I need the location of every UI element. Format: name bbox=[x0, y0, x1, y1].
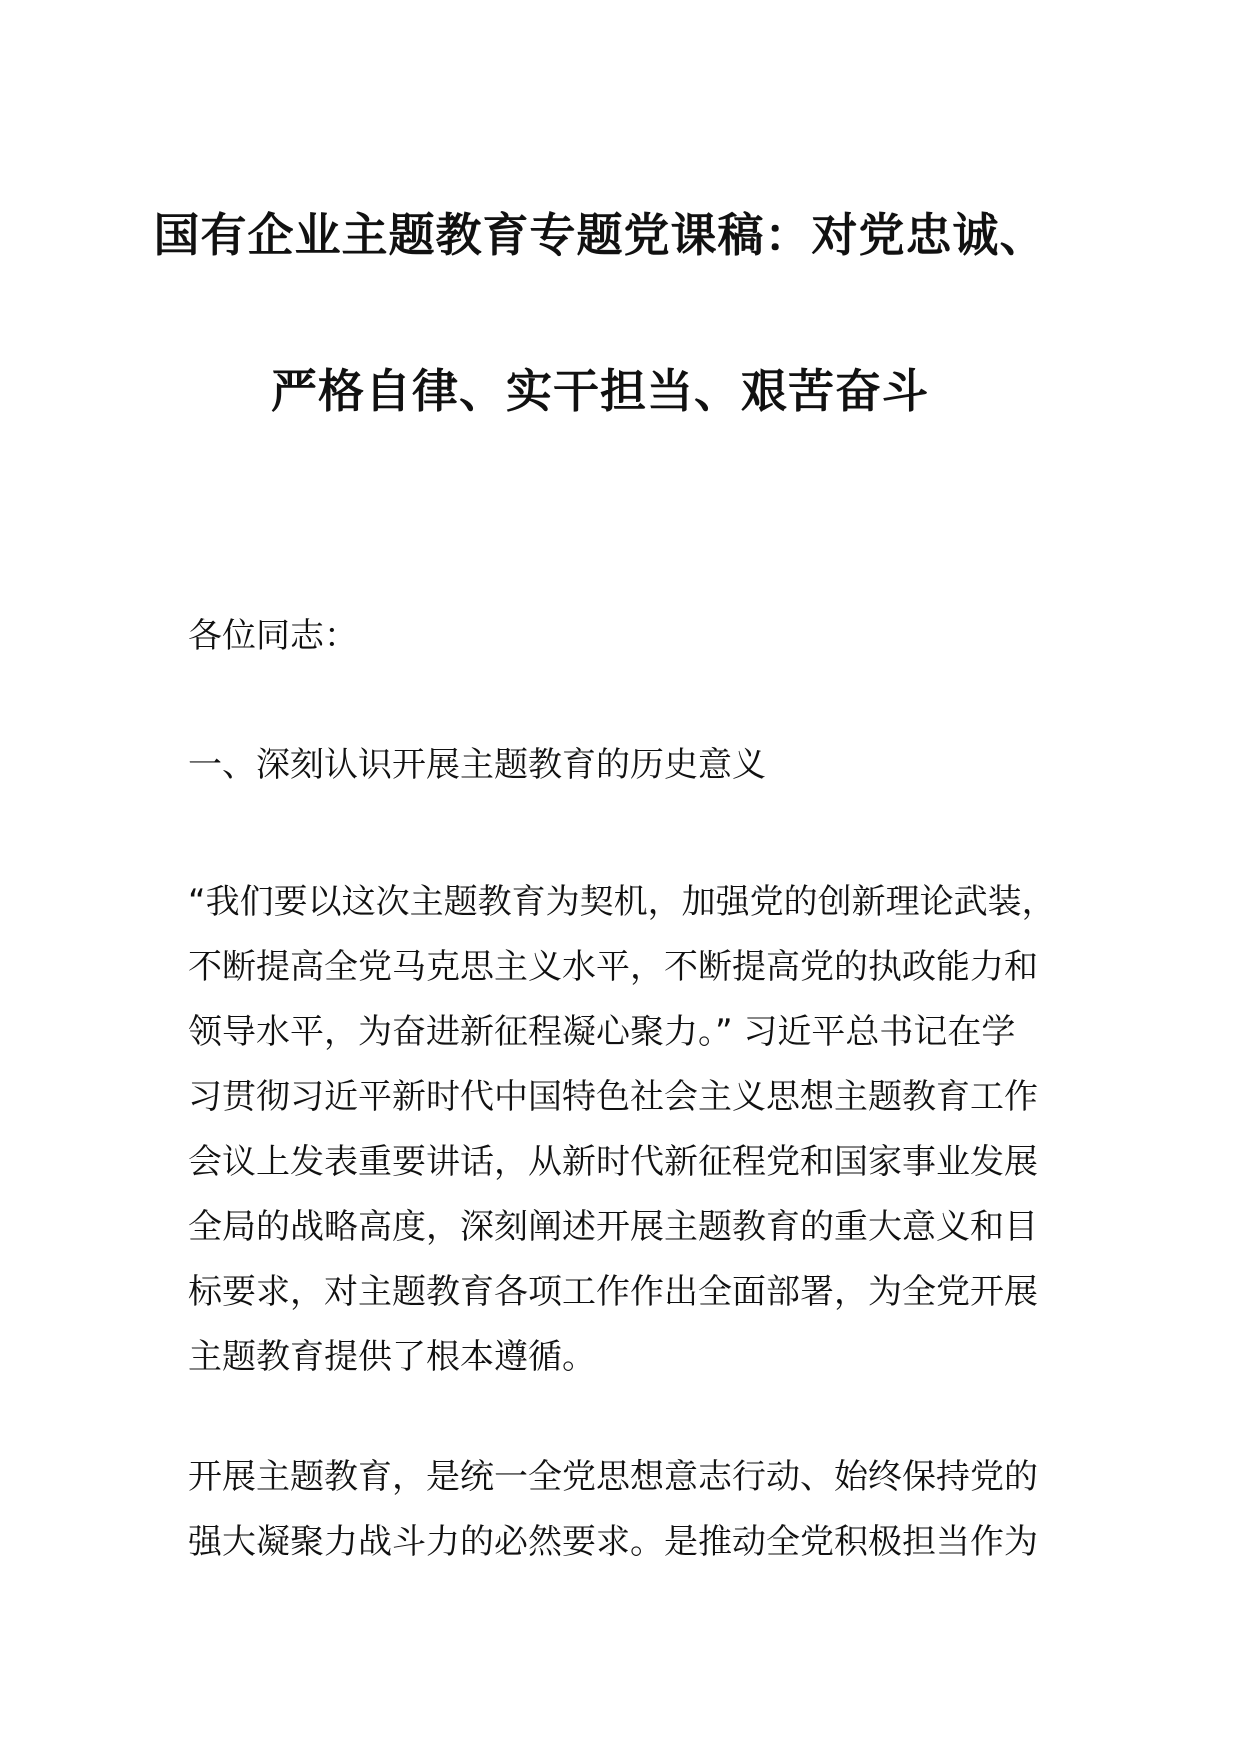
paragraph-2 bbox=[188, 1445, 1068, 1575]
paragraph-line: 不断提高全党马克思主义水平，不断提高党的执政能力和 bbox=[188, 947, 1038, 987]
paragraph-line: 习贯彻习近平新时代中国特色社会主义思想主题教育工作 bbox=[188, 1077, 1038, 1117]
paragraph-line: 标要求，对主题教育各项工作作出全面部署，为全党开展 bbox=[188, 1272, 1038, 1312]
document-title-line-2: 严格自律、实干担当、艰苦奋斗 bbox=[271, 364, 929, 418]
document-title-line-1: 国有企业主题教育专题党课稿：对党忠诚、 bbox=[153, 208, 1047, 262]
greeting: 各位同志： bbox=[188, 616, 358, 656]
section-heading: 一、深刻认识开展主题教育的历史意义 bbox=[188, 745, 766, 785]
paragraph-line: 主题教育提供了根本遵循。 bbox=[188, 1337, 596, 1377]
paragraph-line: 会议上发表重要讲话，从新时代新征程党和国家事业发展 bbox=[188, 1142, 1038, 1182]
paragraph-line: 强大凝聚力战斗力的必然要求。是推动全党积极担当作为 bbox=[188, 1522, 1038, 1562]
paragraph-1 bbox=[188, 870, 1068, 1390]
paragraph-line: 领导水平，为奋进新征程凝心聚力。” 习近平总书记在学 bbox=[188, 1012, 1016, 1052]
paragraph-line: “我们要以这次主题教育为契机，加强党的创新理论武装， bbox=[188, 882, 1056, 922]
paragraph-line: 开展主题教育，是统一全党思想意志行动、始终保持党的 bbox=[188, 1457, 1038, 1497]
paragraph-line: 全局的战略高度，深刻阐述开展主题教育的重大意义和目 bbox=[188, 1207, 1038, 1247]
